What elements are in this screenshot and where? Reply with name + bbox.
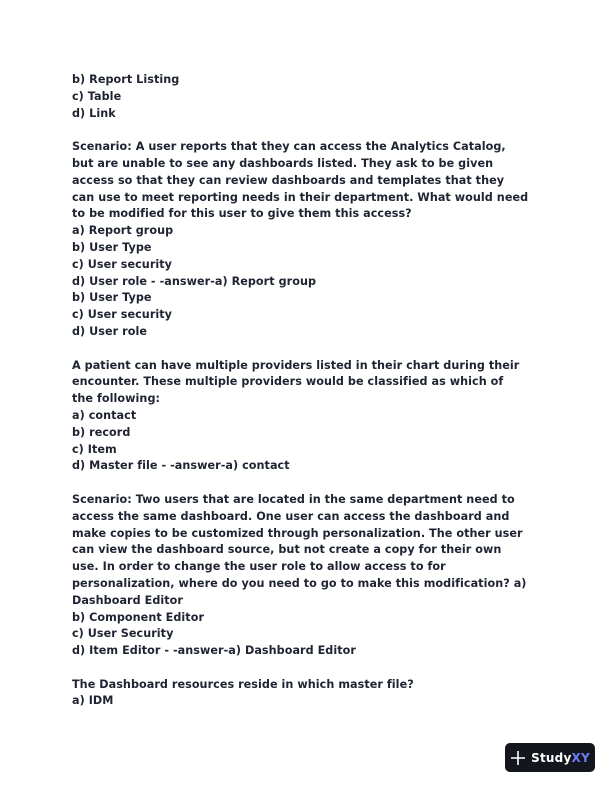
text-line: b) Component Editor bbox=[72, 610, 205, 624]
paragraph-gap bbox=[72, 341, 542, 358]
text-line: d) User role - -answer-a) Report group bbox=[72, 274, 317, 288]
text-line: c) User Security bbox=[72, 627, 174, 641]
text-line: c) Item bbox=[72, 442, 117, 456]
text-line: c) Table bbox=[72, 89, 122, 103]
text-line: a) IDM bbox=[72, 694, 114, 708]
paragraph-gap bbox=[72, 475, 542, 492]
text-line: Dashboard Editor bbox=[72, 593, 183, 607]
question-block bbox=[72, 139, 542, 341]
text-line: A patient can have multiple providers listed in their chart during their bbox=[72, 358, 520, 372]
text-line: access the same dashboard. One user can access the dashboard and bbox=[72, 509, 510, 523]
text-line: access so that they can review dashboards and templates that they bbox=[72, 173, 505, 187]
badge-brand bbox=[531, 751, 590, 765]
badge-brand-accent: XY bbox=[571, 750, 590, 765]
text-line: b) User Type bbox=[72, 291, 152, 305]
text-line: the following: bbox=[72, 392, 161, 406]
question-block bbox=[72, 358, 542, 476]
text-line: Scenario: A user reports that they can access the Analytics Catalog, bbox=[72, 140, 506, 154]
text-line: encounter. These multiple providers would be classified as which of bbox=[72, 375, 504, 389]
text-line: d) Link bbox=[72, 106, 116, 120]
text-line: personalization, where do you need to go to make this modification? a) bbox=[72, 576, 527, 590]
text-line: d) Master file - -answer-a) contact bbox=[72, 459, 290, 473]
badge-brand-primary: Study bbox=[531, 750, 572, 765]
text-line: can use to meet reporting needs in their department. What would need bbox=[72, 190, 529, 204]
text-line: c) User security bbox=[72, 257, 173, 271]
studyxy-badge[interactable] bbox=[505, 743, 595, 772]
document-page bbox=[72, 72, 542, 710]
plus-icon bbox=[510, 750, 526, 766]
paragraph-gap bbox=[72, 122, 542, 139]
text-line: The Dashboard resources reside in which master file? bbox=[72, 677, 414, 691]
text-line: make copies to be customized through personalization. The other user bbox=[72, 526, 523, 540]
text-line: to be modified for this user to give them this access? bbox=[72, 207, 412, 221]
question-block bbox=[72, 492, 542, 660]
text-line: d) Item Editor - -answer-a) Dashboard Editor bbox=[72, 644, 356, 658]
text-line: a) contact bbox=[72, 408, 137, 422]
paragraph-gap bbox=[72, 660, 542, 677]
text-line: d) User role bbox=[72, 324, 147, 338]
text-line: can view the dashboard source, but not create a copy for their own bbox=[72, 543, 502, 557]
text-line: but are unable to see any dashboards listed. They ask to be given bbox=[72, 156, 494, 170]
text-line: Scenario: Two users that are located in the same department need to bbox=[72, 492, 515, 506]
question-block bbox=[72, 72, 542, 122]
text-line: a) Report group bbox=[72, 224, 174, 238]
text-line: b) record bbox=[72, 425, 131, 439]
text-line: use. In order to change the user role to allow access to for bbox=[72, 560, 446, 574]
text-line: b) Report Listing bbox=[72, 73, 180, 86]
question-block bbox=[72, 677, 542, 711]
text-line: b) User Type bbox=[72, 240, 152, 254]
text-line: c) User security bbox=[72, 308, 173, 322]
